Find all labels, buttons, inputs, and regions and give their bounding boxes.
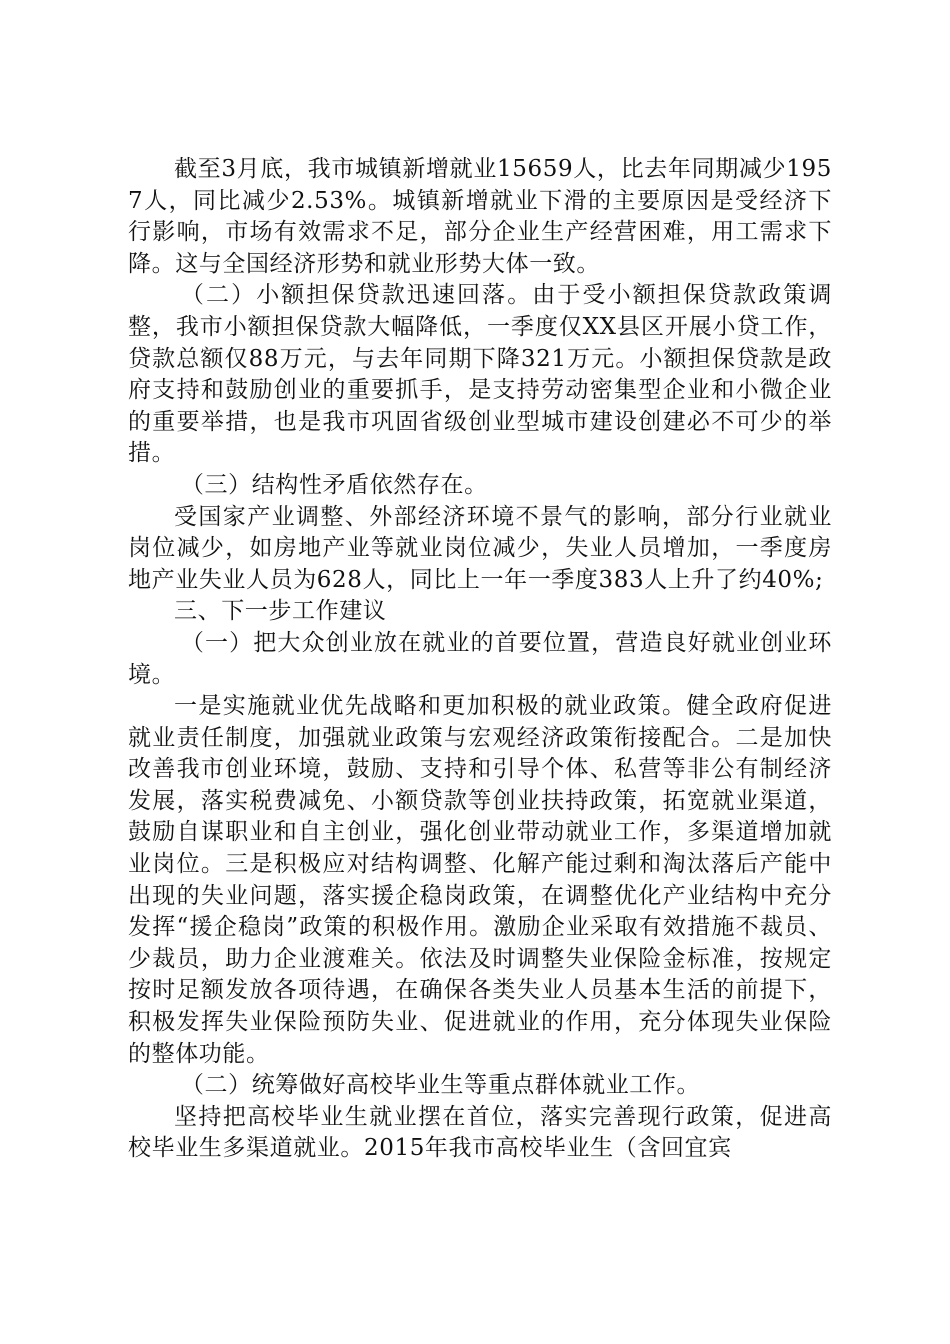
subheading-mass-entrepreneurship: （一）把大众创业放在就业的首要位置，营造良好就业创业环境。: [128, 629, 832, 688]
section-heading-next-steps: 三、下一步工作建议: [174, 598, 387, 625]
subheading-graduate-employment: （二）统筹做好高校毕业生等重点群体就业工作。: [180, 1072, 701, 1099]
document-body: [128, 154, 832, 1165]
paragraph-employment-policy: 一是实施就业优先战略和更加积极的就业政策。健全政府促进就业责任制度，加强就业政策与宏观经济政策衔接配合。二是加快改善我市创业环境，鼓励、支持和引导个体、私营等非公有制经济发展，落实税费减免、小额贷款等创业扶持政策，拓宽就业渠道，鼓励自谋职业和自主创业，强化创业带动就业工作，多渠道增加就业岗位。三是积极应对结构调整、化解产能过剩和淘汰落后产能中出现的失业问题，落实援企稳岗政策，在调整优化产业结构中充分发挥“援企稳岗”政策的积极作用。激励企业采取有效措施不裁员、少裁员，助力企业渡难关。依法及时调整失业保险金标准，按规定按时足额发放各项待遇，在确保各类失业人员基本生活的前提下，积极发挥失业保险预防失业、促进就业的作用，充分体现失业保险的整体功能。: [128, 693, 832, 1067]
paragraph-small-loans: （二）小额担保贷款迅速回落。由于受小额担保贷款政策调整，我市小额担保贷款大幅降低，一季度仅XX县区开展小贷工作，贷款总额仅88万元，与去年同期下降321万元。小额担保贷款是政府支持和鼓励创业的重要抓手，是支持劳动密集型企业和小微企业的重要举措，也是我市巩固省级创业型城市建设创建必不可少的举措。: [128, 282, 832, 467]
subheading-structural-contradiction: （三）结构性矛盾依然存在。: [180, 471, 488, 498]
paragraph-new-employment: 截至3月底，我市城镇新增就业15659人，比去年同期减少1957人，同比减少2.53%。城镇新增就业下滑的主要原因是受经济下行影响，市场有效需求不足，部分企业生产经营困难，用工需求下降。这与全国经济形势和就业形势大体一致。: [128, 156, 832, 277]
paragraph-industry-adjustment: 受国家产业调整、外部经济环境不景气的影响，部分行业就业岗位减少，如房地产业等就业岗位减少，失业人员增加，一季度房地产业失业人员为628人，同比上一年一季度383人上升了约40%;: [128, 503, 832, 593]
paragraph-graduates: 坚持把高校毕业生就业摆在首位，落实完善现行政策，促进高校毕业生多渠道就业。2015年我市高校毕业生（含回宜宾: [128, 1103, 832, 1162]
